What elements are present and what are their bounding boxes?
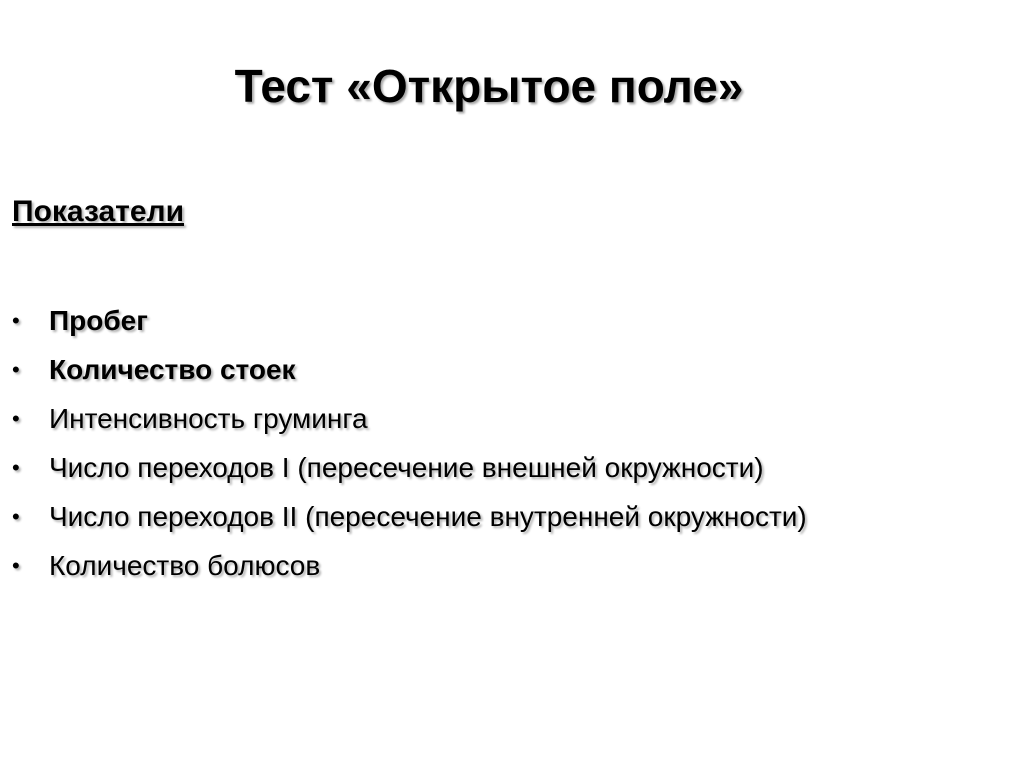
list-item: [12, 494, 807, 543]
list-item-label: Количество стоек: [49, 354, 296, 385]
list-item: [12, 543, 807, 592]
list-item-label: Пробег: [49, 305, 148, 336]
bullet-icon: •: [12, 357, 20, 382]
list-item-label: Интенсивность груминга: [49, 403, 368, 434]
list-item-label: Число переходов I (пересечение внешней окружности): [49, 452, 764, 483]
bullet-icon: •: [12, 406, 20, 431]
list-item: [12, 298, 807, 347]
bullet-icon: •: [12, 308, 20, 333]
bullet-icon: •: [12, 455, 20, 480]
bullet-icon: •: [12, 504, 20, 529]
list-item: [12, 396, 807, 445]
bullet-icon: •: [12, 553, 20, 578]
list-item: [12, 347, 807, 396]
slide-title: Тест «Открытое поле»: [234, 60, 744, 112]
section-heading: Показатели: [12, 195, 185, 228]
list-item: [12, 445, 807, 494]
indicators-list: [12, 298, 807, 592]
list-item-label: Число переходов II (пересечение внутренней окружности): [49, 501, 807, 532]
list-item-label: Количество болюсов: [49, 550, 321, 581]
